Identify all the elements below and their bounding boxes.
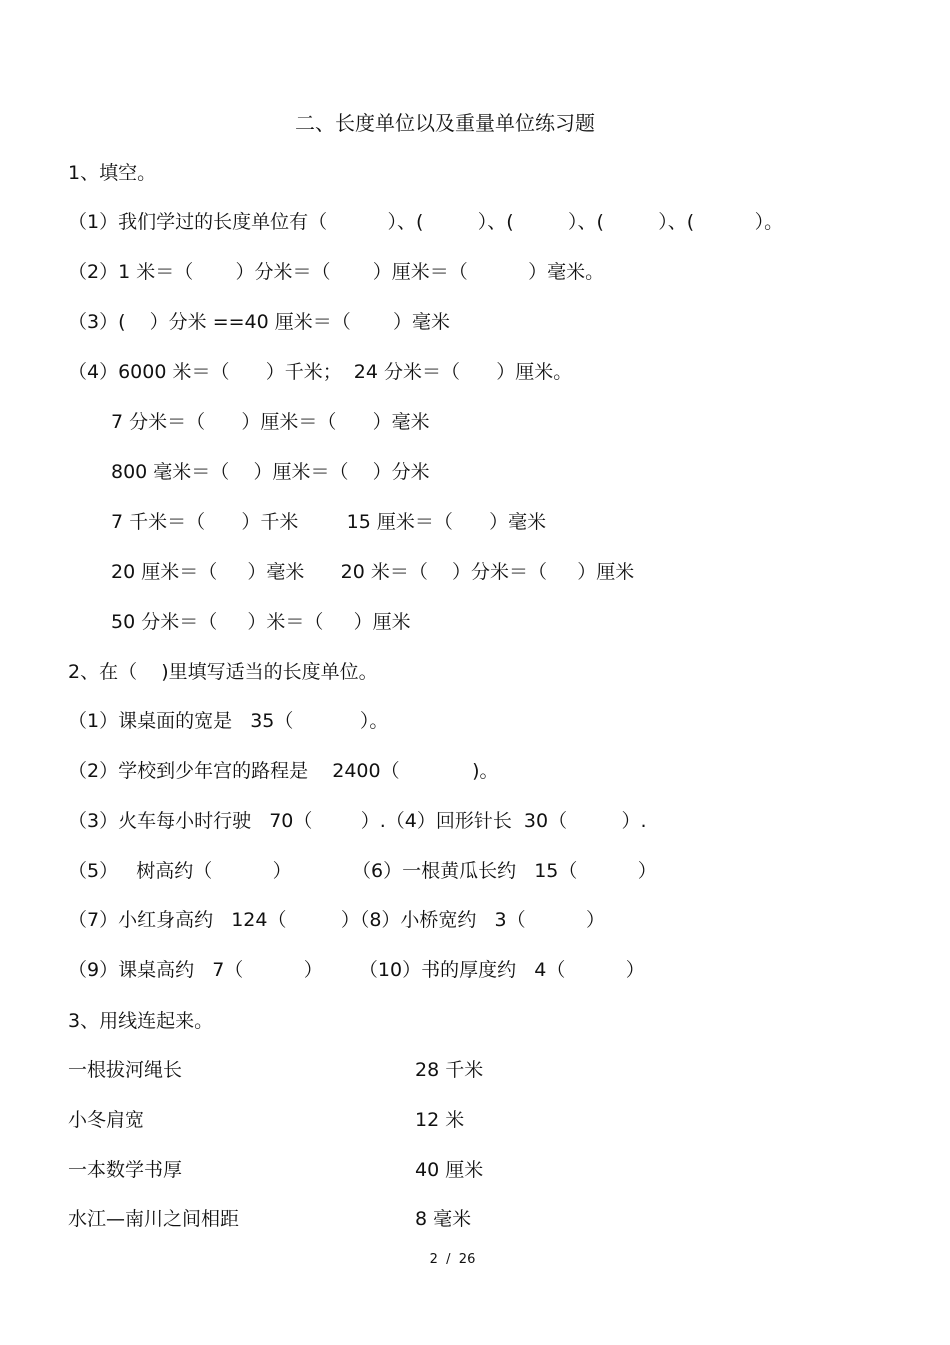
section1-subline-5: 50 分米＝（ ）米＝（ ）厘米 — [111, 611, 411, 633]
match-right-item: 12 米 — [415, 1109, 465, 1131]
section1-subline-2: 800 毫米＝（ ）厘米＝（ ）分米 — [111, 461, 430, 483]
section1-subline-1: 7 分米＝（ ）厘米＝（ ）毫米 — [111, 411, 430, 433]
section1-subline-4: 20 厘米＝（ ）毫米 20 米＝（ ）分米＝（ ）厘米 — [111, 561, 635, 583]
section2-question-3-4: （3）火车每小时行驶 70（ ）.（4）回形针长 30（ ）. — [68, 810, 647, 832]
section1-question-3: （3）( ）分米 ==40 厘米＝（ ）毫米 — [68, 311, 451, 333]
page-number: 2 / 26 — [429, 1252, 476, 1267]
match-left-item: 一本数学书厚 — [68, 1159, 183, 1181]
section2-question-1: （1）课桌面的宽是 35（ ）。 — [68, 710, 389, 732]
section1-heading: 1、填空。 — [68, 162, 157, 184]
section2-question-9-10: （9）课桌高约 7（ ） （10）书的厚度约 4（ ） — [68, 959, 645, 981]
section1-question-1: （1）我们学过的长度单位有（ ）、( ）、( ）、( ）、( ）。 — [68, 211, 784, 233]
section1-question-4: （4）6000 米＝（ ）千米； 24 分米＝（ ）厘米。 — [68, 361, 573, 383]
section2-question-2: （2）学校到少年宫的路程是 2400（ )。 — [68, 760, 499, 782]
section3-heading: 3、用线连起来。 — [68, 1010, 214, 1032]
section1-subline-3: 7 千米＝（ ）千米 15 厘米＝（ ）毫米 — [111, 511, 547, 533]
section2-question-7-8: （7）小红身高约 124（ ）（8）小桥宽约 3（ ） — [68, 909, 606, 931]
page-title: 二、长度单位以及重量单位练习题 — [295, 111, 595, 135]
match-right-item: 28 千米 — [415, 1059, 484, 1081]
section2-question-5-6: （5） 树高约（ ） （6）一根黄瓜长约 15（ ） — [68, 860, 657, 882]
section2-heading: 2、在（ )里填写适当的长度单位。 — [68, 661, 378, 683]
section1-question-2: （2）1 米＝（ ）分米＝（ ）厘米＝（ ）毫米。 — [68, 261, 605, 283]
match-left-item: 一根拔河绳长 — [68, 1059, 183, 1081]
match-left-item: 小冬肩宽 — [68, 1109, 145, 1131]
match-right-item: 8 毫米 — [415, 1208, 472, 1230]
match-right-item: 40 厘米 — [415, 1159, 484, 1181]
match-left-item: 水江—南川之间相距 — [68, 1208, 240, 1230]
